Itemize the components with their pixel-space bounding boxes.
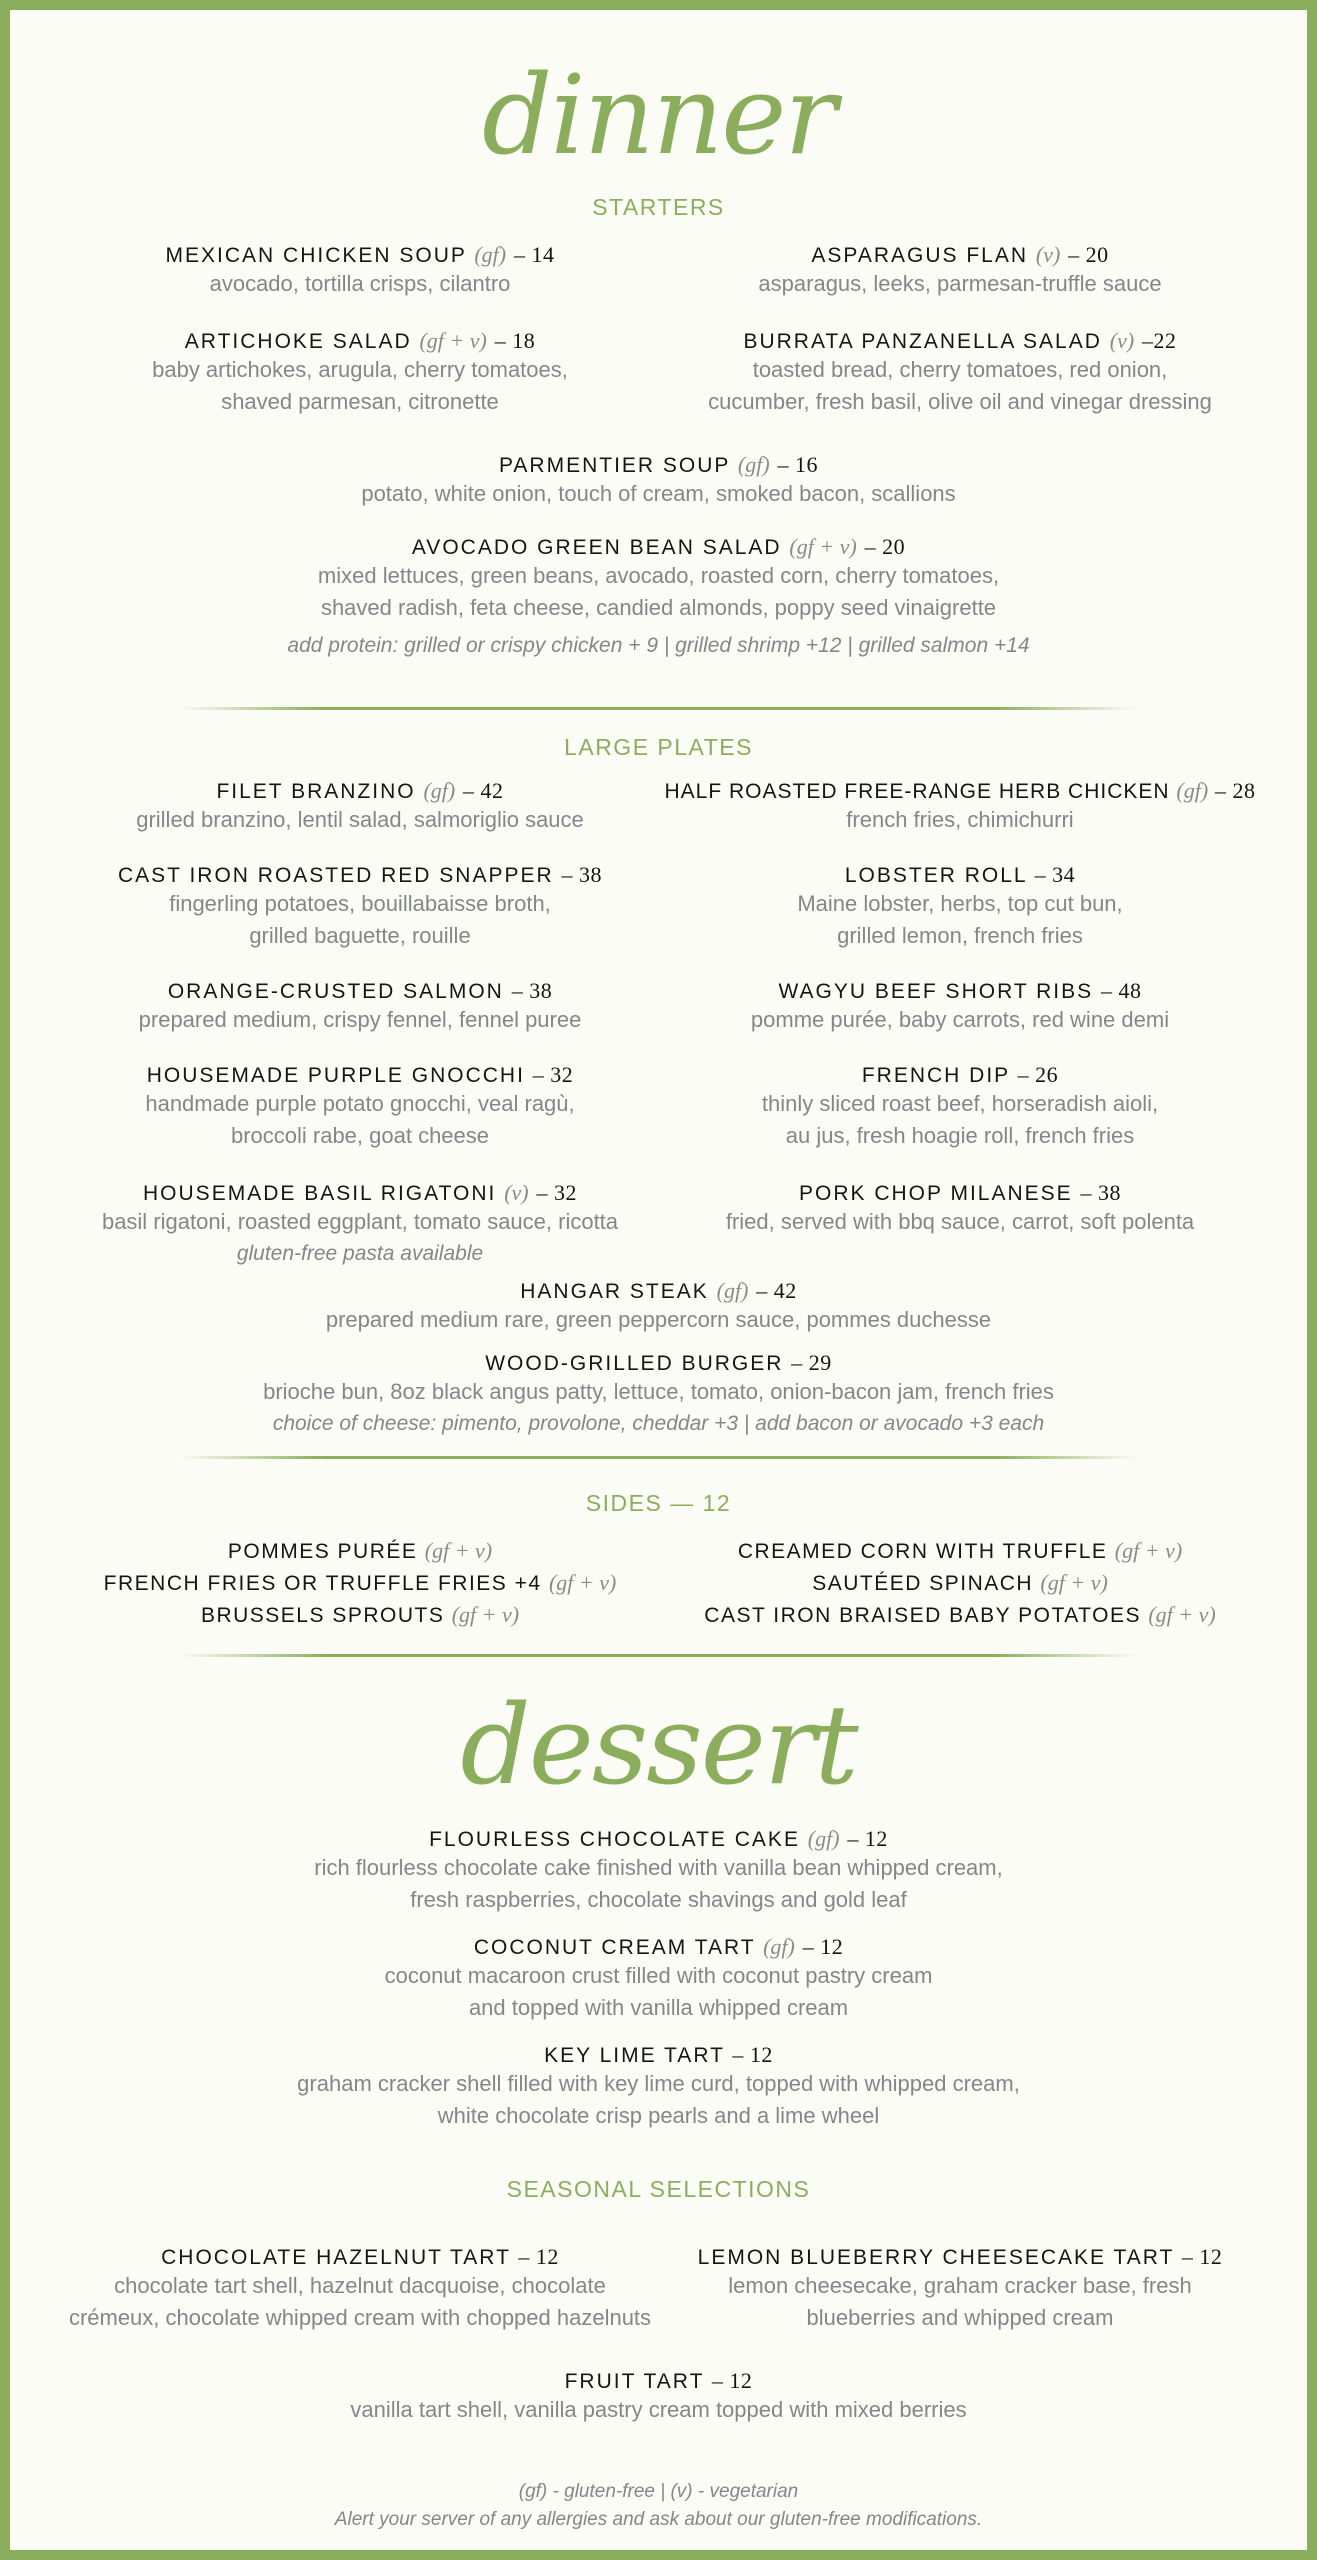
side-item: SAUTÉED SPINACH (gf + v): [812, 1570, 1108, 1595]
menu-item: PORK CHOP MILANESE – 38 fried, served with bbq sauce, carrot, soft polenta: [725, 1180, 1195, 1234]
menu-item: FRENCH DIP – 26 thinly sliced roast beef, horseradish aioli, au jus, fresh hoagie roll, french fries: [761, 1062, 1159, 1148]
menu-item: ARTICHOKE SALAD (gf + v) – 18 baby artichokes, arugula, cherry tomatoes, shaved parmesan, citronette: [152, 328, 568, 414]
menu-item: FRUIT TART – 12 vanilla tart shell, vanilla pastry cream topped with mixed berries: [350, 2368, 967, 2422]
menu-item: ASPARAGUS FLAN (v) – 20 asparagus, leeks, parmesan-truffle sauce: [758, 242, 1162, 296]
menu-item: HALF ROASTED FREE-RANGE HERB CHICKEN (gf) – 28 french fries, chimichurri: [664, 778, 1256, 832]
side-item: CAST IRON BRAISED BABY POTATOES (gf + v): [704, 1602, 1216, 1627]
menu-item: WAGYU BEEF SHORT RIBS – 48 pomme purée, baby carrots, red wine demi: [750, 978, 1170, 1032]
menu-item: HOUSEMADE PURPLE GNOCCHI – 32 handmade purple potato gnocchi, veal ragù, broccoli rabe, goat cheese: [145, 1062, 575, 1148]
menu-item: FLOURLESS CHOCOLATE CAKE (gf) – 12 rich flourless chocolate cake finished with vanilla bean whipped cream, fresh raspberries, chocolate shavings and gold leaf: [314, 1826, 1003, 1912]
section-divider: [180, 707, 1137, 710]
dinner-title: dinner: [482, 51, 835, 179]
menu-item: PARMENTIER SOUP (gf) – 16 potato, white onion, touch of cream, smoked bacon, scallions: [361, 452, 956, 506]
menu-item: CAST IRON ROASTED RED SNAPPER – 38 fingerling potatoes, bouillabaisse broth, grilled baguette, rouille: [117, 862, 603, 948]
menu-item: FILET BRANZINO (gf) – 42 grilled branzino, lentil salad, salmoriglio sauce: [136, 778, 584, 832]
side-item: CREAMED CORN WITH TRUFFLE (gf + v): [737, 1538, 1183, 1563]
menu-item: KEY LIME TART – 12 graham cracker shell filled with key lime curd, topped with whipped cream, white chocolate crisp pearls and a lime wheel: [297, 2042, 1020, 2128]
section-divider: [180, 1654, 1137, 1657]
seasonal-heading: SEASONAL SELECTIONS: [506, 2176, 811, 2202]
menu-item: ORANGE-CRUSTED SALMON – 38 prepared medium, crispy fennel, fennel puree: [138, 978, 582, 1032]
menu-item: AVOCADO GREEN BEAN SALAD (gf + v) – 20 mixed lettuces, green beans, avocado, roasted corn, cherry tomatoes, shaved radish, feta cheese, candied almonds, poppy seed vinaigrette add protein: grilled or crispy chicken + 9 | grilled shrimp +12 | grilled salmon +14: [287, 534, 1030, 657]
menu-item: BURRATA PANZANELLA SALAD (v) –22 toasted bread, cherry tomatoes, red onion, cucumber, fresh basil, olive oil and vinegar dressing: [708, 328, 1212, 414]
section-divider: [180, 1456, 1137, 1459]
menu-item: CHOCOLATE HAZELNUT TART – 12 chocolate tart shell, hazelnut dacquoise, chocolate crémeux, chocolate whipped cream with chopped hazelnuts: [68, 2244, 652, 2330]
menu-item: MEXICAN CHICKEN SOUP (gf) – 14 avocado, tortilla crisps, cilantro: [165, 242, 555, 296]
menu-item: COCONUT CREAM TART (gf) – 12 coconut macaroon crust filled with coconut pastry cream and topped with vanilla whipped cream: [384, 1934, 933, 2020]
side-item: BRUSSELS SPROUTS (gf + v): [200, 1602, 520, 1627]
menu-item: LEMON BLUEBERRY CHEESECAKE TART – 12 lemon cheesecake, graham cracker base, fresh blueberries and whipped cream: [697, 2244, 1223, 2330]
footer-allergy-note: Alert your server of any allergies and ask about our gluten-free modifications.: [334, 2509, 983, 2530]
side-item: FRENCH FRIES OR TRUFFLE FRIES +4 (gf + v): [103, 1570, 617, 1595]
menu-item: LOBSTER ROLL – 34 Maine lobster, herbs, top cut bun, grilled lemon, french fries: [797, 862, 1123, 948]
starters-heading: STARTERS: [592, 194, 725, 220]
sides-heading: SIDES — 12: [585, 1490, 732, 1516]
large-plates-heading: LARGE PLATES: [564, 734, 753, 760]
menu-item: HANGAR STEAK (gf) – 42 prepared medium rare, green peppercorn sauce, pommes duchesse: [325, 1278, 992, 1332]
menu-page: [10, 10, 1307, 2550]
dessert-title: dessert: [460, 1681, 857, 1809]
menu-item: WOOD-GRILLED BURGER – 29 brioche bun, 8oz black angus patty, lettuce, tomato, onion-bacon jam, french fries choice of cheese: pimento, provolone, cheddar +3 | add bacon or avocado +3 each: [263, 1350, 1054, 1435]
menu-item: HOUSEMADE BASIL RIGATONI (v) – 32 basil rigatoni, roasted eggplant, tomato sauce, ricotta gluten-free pasta available: [101, 1180, 619, 1265]
side-item: POMMES PURÉE (gf + v): [227, 1538, 493, 1563]
footer-legend: (gf) - gluten-free | (v) - vegetarian: [518, 2481, 799, 2502]
